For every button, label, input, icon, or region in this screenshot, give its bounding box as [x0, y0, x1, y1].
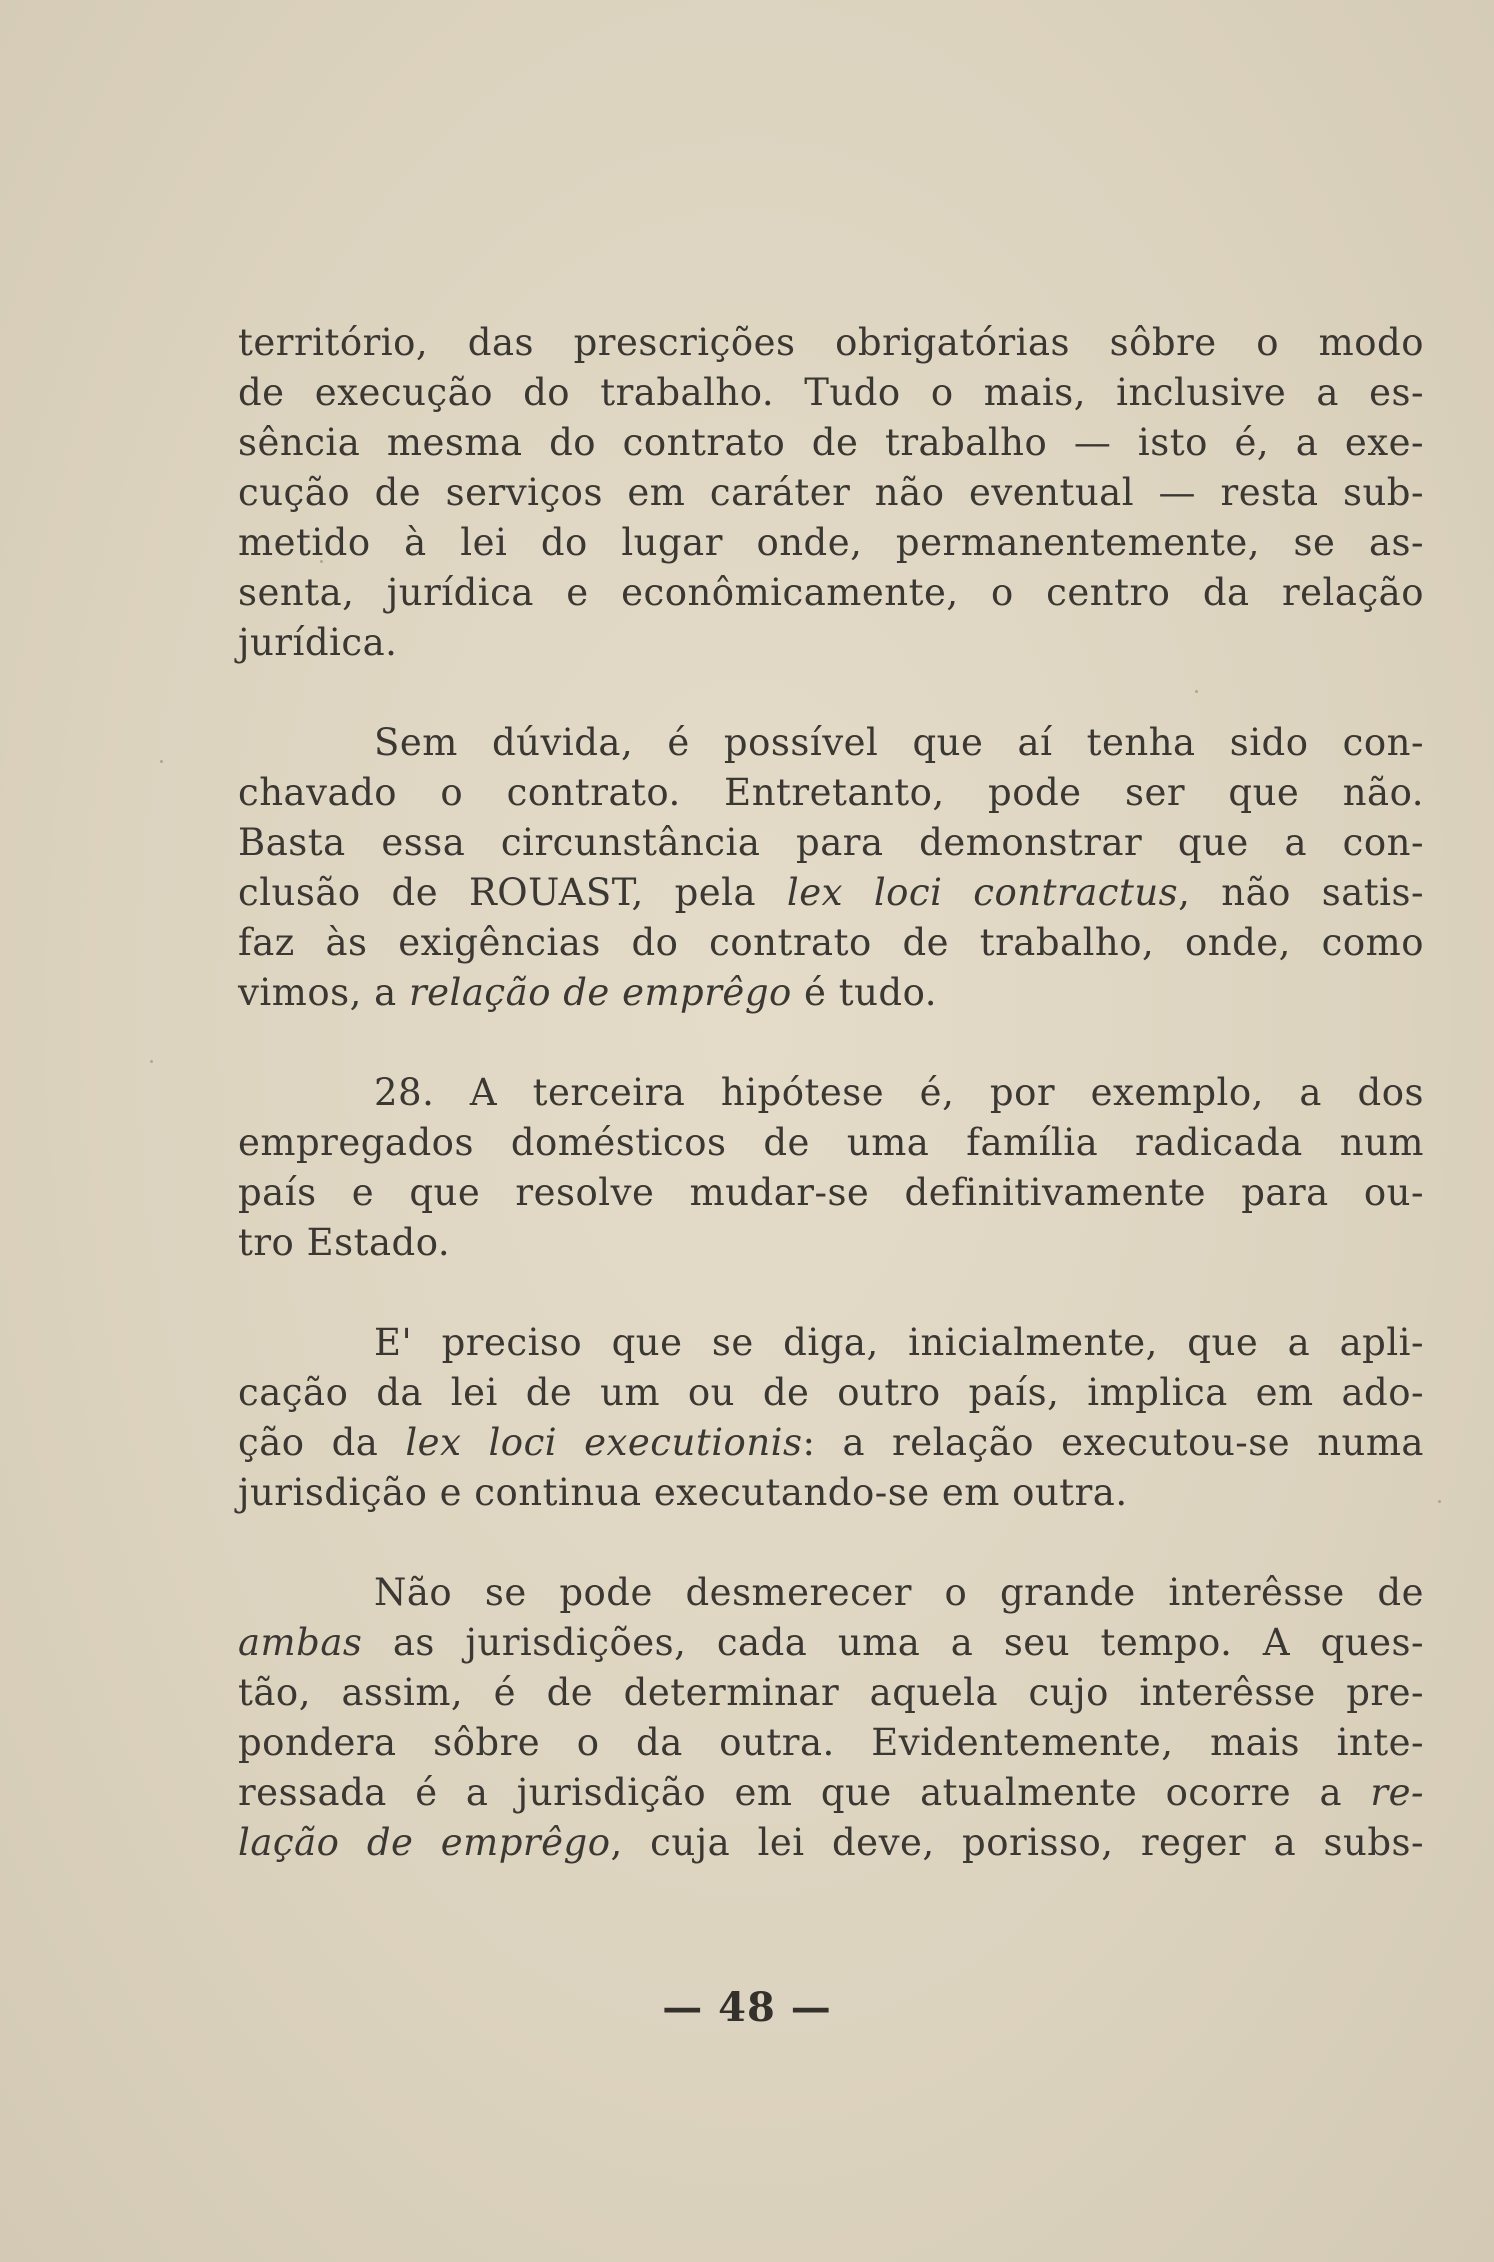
paragraph	[238, 1318, 1424, 1518]
text-line: metido à lei do lugar onde, permanentemente, se as-	[238, 521, 1424, 564]
text-line: tro Estado.	[238, 1221, 451, 1264]
paragraph-gap	[238, 1518, 1424, 1568]
text-line: jurídica.	[238, 621, 398, 664]
text-line: empregados domésticos de uma família radicada num	[238, 1121, 1424, 1164]
text-line: ambas as jurisdições, cada uma a seu tempo. A ques-	[238, 1621, 1424, 1664]
text-line: tão, assim, é de determinar aquela cujo interêsse pre-	[238, 1671, 1424, 1714]
paper-speck	[1438, 1500, 1441, 1503]
text-line: sência mesma do contrato de trabalho — isto é, a exe-	[238, 421, 1424, 464]
paper-speck	[150, 1060, 153, 1063]
text-line: Não se pode desmerecer o grande interêsse de	[374, 1571, 1424, 1614]
text-line: faz às exigências do contrato de trabalho, onde, como	[238, 921, 1424, 964]
paragraph-gap	[238, 668, 1424, 718]
text-line: país e que resolve mudar-se definitivamente para ou-	[238, 1171, 1424, 1214]
body-text	[238, 318, 1424, 1868]
text-line: vimos, a relação de emprêgo é tudo.	[238, 971, 937, 1014]
text-line: cação da lei de um ou de outro país, implica em ado-	[238, 1371, 1424, 1414]
text-line: senta, jurídica e econômicamente, o centro da relação	[238, 571, 1424, 614]
text-line: território, das prescrições obrigatórias sôbre o modo	[238, 321, 1424, 364]
text-line: jurisdição e continua executando-se em outra.	[238, 1471, 1128, 1514]
text-line: Basta essa circunstância para demonstrar que a con-	[238, 821, 1424, 864]
text-line: chavado o contrato. Entretanto, pode ser que não.	[238, 771, 1424, 814]
text-line: pondera sôbre o da outra. Evidentemente, mais inte-	[238, 1721, 1424, 1764]
text-line: E' preciso que se diga, inicialmente, que a apli-	[374, 1321, 1424, 1364]
paper-speck	[160, 760, 163, 763]
paragraph	[238, 1068, 1424, 1268]
text-line: cução de serviços em caráter não eventual — resta sub-	[238, 471, 1424, 514]
paragraph	[238, 318, 1424, 668]
paragraph	[238, 1568, 1424, 1868]
text-line: lação de emprêgo, cuja lei deve, porisso, reger a subs-	[238, 1821, 1425, 1864]
text-line: clusão de ROUAST, pela lex loci contractus, não satis-	[238, 871, 1424, 914]
text-line: de execução do trabalho. Tudo o mais, inclusive a es-	[238, 371, 1424, 414]
text-line: 28. A terceira hipótese é, por exemplo, a dos	[374, 1071, 1424, 1114]
paragraph-gap	[238, 1268, 1424, 1318]
page-number: — 48 —	[662, 1984, 832, 2031]
text-line: ressada é a jurisdição em que atualmente ocorre a re-	[238, 1771, 1424, 1814]
paragraph	[238, 718, 1424, 1018]
text-line: ção da lex loci executionis: a relação executou-se numa	[238, 1421, 1424, 1464]
paragraph-gap	[238, 1018, 1424, 1068]
text-line: Sem dúvida, é possível que aí tenha sido con-	[374, 721, 1424, 764]
